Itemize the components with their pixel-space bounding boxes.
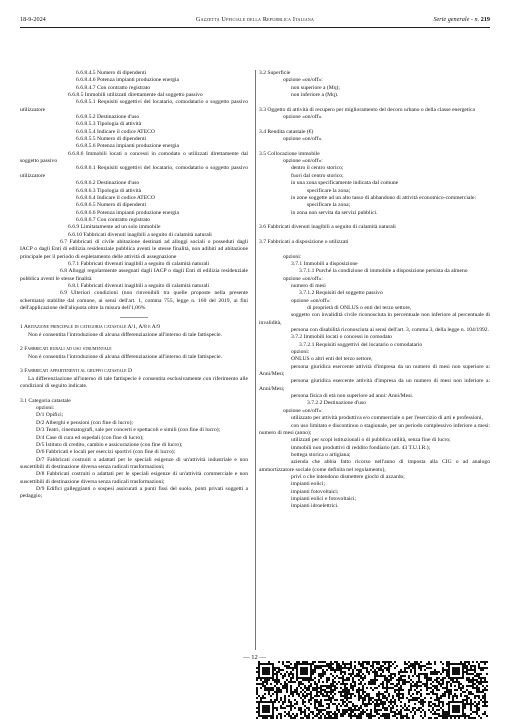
subsection-heading: 3.2 Superficie (259, 70, 291, 76)
subsection-heading: 3.4 Rendita catastale (€) (259, 128, 314, 135)
text-line: 6.6.8.6.3 Tipologia di attività (76, 187, 142, 194)
text-line: 6.9 Ulteriori condizioni (non rinvenibili tra quelle proposte nella presente schermata) stabilite dal comune, ai sensi dell'art. 1, comma 755, legge n. 160 del 2019, ai fini dell'applicazione dell'aliquota oltre la misura dell'1,06% (20, 290, 248, 311)
section-separator (120, 317, 148, 318)
section-heading: 2 Fabbricati rurali ad uso strumentale (20, 346, 112, 353)
column-divider (255, 70, 256, 650)
subsection-heading: 3.1 Categoria catastale (20, 397, 71, 404)
subsection-heading: 3.7.1.2 Requisiti del soggetto passivo (299, 290, 383, 297)
option-item: utilizzato per attività produttiva e/o commerciale o per l'esercizio di arti e professioni, (291, 415, 483, 422)
text-line: 6.6.8.5.2 Destinazione d'uso (76, 114, 140, 121)
option-item: in una zona specificamente indicata dal comune (291, 180, 399, 187)
category-item: D/9 Edifici galleggianti o sospesi assicurati a punti fissi del suolo, ponti privati soggetti a pedaggio; (20, 485, 248, 500)
right-column (259, 70, 490, 511)
subsection-heading: 3.7.2.2 Destinazione d'uso (307, 400, 366, 407)
option-item: persona giuridica esercente attività d'impresa da un numero di mesi non inferiore a: Anni/Mesi; (259, 378, 490, 392)
options-label: opzioni: (283, 253, 302, 260)
text-line: 6.6.8.4.7 Con contratto registrato (76, 84, 151, 91)
issue-series: Serie generale - n. 219 (433, 16, 490, 23)
text-line: 6.6.8.6 Immobili locati o concessi in comodato o utilizzati direttamente dal soggetto passivo (20, 150, 248, 165)
option-item: persona giuridica esercente attività d'impresa da un numero di mesi non superiore a: Anni/Mesi; (259, 363, 490, 378)
paragraph: Non è consentita l'introduzione di alcuna differenziazione all'interno di tale fattispecie. (28, 331, 223, 338)
text-line: 6.6.8.6.4 Indicare il codice ATECO (76, 194, 155, 201)
text-line: 6.6.8.4.6 Potenza impianti produzione energia (76, 77, 180, 84)
text-line: 6.6.8.6.2 Destinazione d'uso (76, 180, 140, 187)
section-heading: 3 Fabbricati appartenenti al gruppo catastale D (20, 368, 132, 375)
option-item: azienda che abbia fatto ricorso nell'anno di imposta alla CIG o ad analogo ammortizzatore sociale (come definita nel regolamento), (259, 459, 490, 473)
text-line: 6.6.8.5.5 Numero di dipendenti (76, 136, 147, 143)
option-item: impianti idroelettrici. (291, 503, 339, 510)
text-line: 6.6.8.5 Immobili utilizzati direttamente dal soggetto passivo (68, 92, 203, 99)
category-item: D/7 Fabbricati costruiti o adattati per le speciali esigenze di un'attività industriale e non suscettibili di destinazione diversa senza radicali trasformazioni; (20, 456, 248, 470)
option-item: specificare la zona; (307, 202, 351, 209)
section-heading: 1 Abitazione principale di categoria catastale A/1, A/8 e A/9 (20, 324, 161, 331)
page-number: — 12 — (243, 654, 266, 661)
options-label: opzioni: (36, 405, 55, 412)
gazette-title: Gazzetta Ufficiale della Repubblica Italiana (195, 16, 315, 23)
text-line: 6.6.8.4.5 Numero di dipendenti (76, 70, 147, 76)
text-line: 6.6.8.5.4 Indicare il codice ATECO (76, 128, 155, 135)
option-item: specificare la zona; (307, 187, 351, 194)
text-line: 6.7.1 Fabbricati divenuti inagibili a seguito di calamità naturali (68, 260, 210, 267)
subsection-heading: 3.6 Fabbricati divenuti inagibili a seguito di calamità naturali (259, 224, 396, 231)
option-item: con uso limitato e discontinuo o stagionale, per un periodo complessivo inferiore a mesi: numero di mesi (anno); (259, 422, 490, 436)
text-line: 6.6.9 Limitatamente ad un solo immobile (68, 224, 161, 231)
category-item: D/3 Teatri, cinematografi, sale per concerti e spettacoli e simili (con fine di lucro); (36, 427, 221, 434)
text-line: 6.6.8.6.1 Requisiti soggettivi del locatario, comodatario o soggetto passivo utilizzatore (20, 165, 248, 179)
text-line: 6.6.8.5.3 Tipologia di attività (76, 121, 142, 128)
category-item: D/8 Fabbricati costruiti o adattati per le speciali esigenze di un'attività commerciale e non suscettibili di destinazione diversa senza radicali trasformazioni; (20, 471, 248, 485)
options-label: opzione «on/off»: (283, 275, 323, 282)
options-label: opzione «on/off». (283, 136, 323, 143)
option-item: in zone soggette ad un alto tasso di abbandono di attività economico-commerciale: (291, 194, 477, 201)
option-item: numero di mesi (291, 282, 326, 289)
options-label: opzione «on/off»: (283, 158, 323, 165)
option-item: in zona non servita da servizi pubblici. (291, 209, 378, 216)
subsection-heading: 3.7.1.1 Purché la condizione di immobile a disposizione persista da almeno (299, 268, 468, 275)
option-item: soggetto con invalidità civile riconosciuta in percentuale non inferiore al percentuale di invalidità, (259, 312, 490, 326)
category-item: D/1 Opifici; (36, 412, 64, 419)
option-item: persona con disabilità riconosciuta ai sensi dell'art. 3, comma 3, della legge n. 104/1992. (291, 327, 489, 334)
subsection-heading: 3.7.1 Immobili a disposizione (291, 260, 358, 267)
text-line: 6.6.8.6.5 Numero di dipendenti (76, 202, 147, 209)
option-item: di proprietà di ONLUS o enti del terzo settore, (307, 305, 412, 311)
paragraph: Non è consentita l'introduzione di alcuna differenziazione all'interno di tale fattispecie. (28, 353, 223, 360)
subsection-heading: 3.3 Oggetto di attività di recupero per miglioramento del decoro urbano o della classe energetica (259, 106, 475, 113)
subsection-heading: 3.7.2.1 Requisiti soggettivi del locatario o comodatario (299, 341, 423, 348)
category-item: D/5 Istituto di credito, cambio e assicurazione (con fine di lucro); (36, 441, 183, 448)
option-item: non superiore a (Mq); (291, 84, 340, 91)
option-item: persona fisica di età non superiore ad anni: Anni/Mesi. (291, 393, 414, 400)
subsection-heading: 3.7.2 Immobili locati o concessi in comodato (291, 334, 392, 341)
subsection-heading: 3.7 Fabbricati a disposizione o utilizzati (259, 238, 349, 245)
options-label: opzione «on/off». (283, 114, 323, 121)
options-label: opzione «on/off»: (283, 407, 323, 414)
option-item: immobili non produttivi di reddito fondiario (art. 43 T.U.I.R.); (291, 444, 431, 451)
issue-date: 18-9-2024 (20, 16, 46, 23)
option-item: impianti fotovoltaici; (291, 488, 339, 495)
text-line: 6.6.8.5.1 Requisiti soggettivi del locatario, comodatario o soggetto passivo utilizzatore (20, 99, 248, 113)
text-line: 6.6.8.5.6 Potenza impianti produzione energia (76, 143, 180, 150)
option-item: impianti eolici; (291, 481, 326, 488)
left-column (20, 70, 248, 501)
text-line: 6.7 Fabbricati di civile abitazione destinati ad alloggi sociali o posseduti dagli IACP o dagli Enti di edilizia residenziale pubblica aventi le stesse finalità, non adibiti ad abitazione principale per il periodo di espletamento delle attività di assegnazione (20, 238, 248, 260)
options-label: opzioni: (291, 349, 310, 356)
category-item: D/6 Fabbricati e locali per esercizi sportivi (con fine di lucro); (36, 449, 176, 456)
options-label: opzione «on/off»: (283, 77, 323, 84)
header-rule (20, 27, 490, 28)
option-item: impianti eolici e fotovoltaici; (291, 495, 357, 502)
option-item: ONLUS o altri enti del terzo settore, (291, 356, 373, 363)
option-item: utilizzati per scopi istituzionali o di pubblica utilità, senza fine di lucro; (291, 437, 451, 444)
option-item: non inferiore a (Mq). (291, 92, 339, 99)
category-item: D/2 Alberghi e pensioni (con fine di lucro); (36, 419, 133, 426)
option-item: bottega storica o artigiana; (291, 451, 351, 458)
barcode-strip (256, 661, 488, 719)
text-line: 6.8 Alloggi regolarmente assegnati dagli IACP o dagli Enti di edilizia residenziale pubblica aventi le stesse finalità (20, 268, 248, 282)
options-label: opzione «on/off»: (291, 297, 331, 304)
text-line: 6.8.1 Fabbricati divenuti inagibili a seguito di calamità naturali (68, 282, 210, 289)
option-item: fuori dal centro storico; (291, 172, 344, 179)
text-line: 6.6.8.6.6 Potenza impianti produzione energia (76, 209, 180, 216)
paragraph: La differenziazione all'interno di tale fattispecie è consentita esclusivamente con riferimento alle condizioni di seguito indicate. (20, 375, 248, 390)
category-item: D/4 Case di cura ed ospedali (con fine di lucro); (36, 434, 144, 441)
page-header (20, 16, 490, 26)
subsection-heading: 3.5 Collocazione immobile (259, 150, 320, 157)
text-line: 6.6.8.6.7 Con contratto registrato (76, 216, 151, 223)
text-line: 6.6.10 Fabbricati divenuti inagibili a seguito di calamità naturali (68, 231, 212, 238)
option-item: dentro il centro storico; (291, 165, 344, 172)
option-item: privi o che intendono dismettere giochi di azzardo; (291, 473, 405, 480)
